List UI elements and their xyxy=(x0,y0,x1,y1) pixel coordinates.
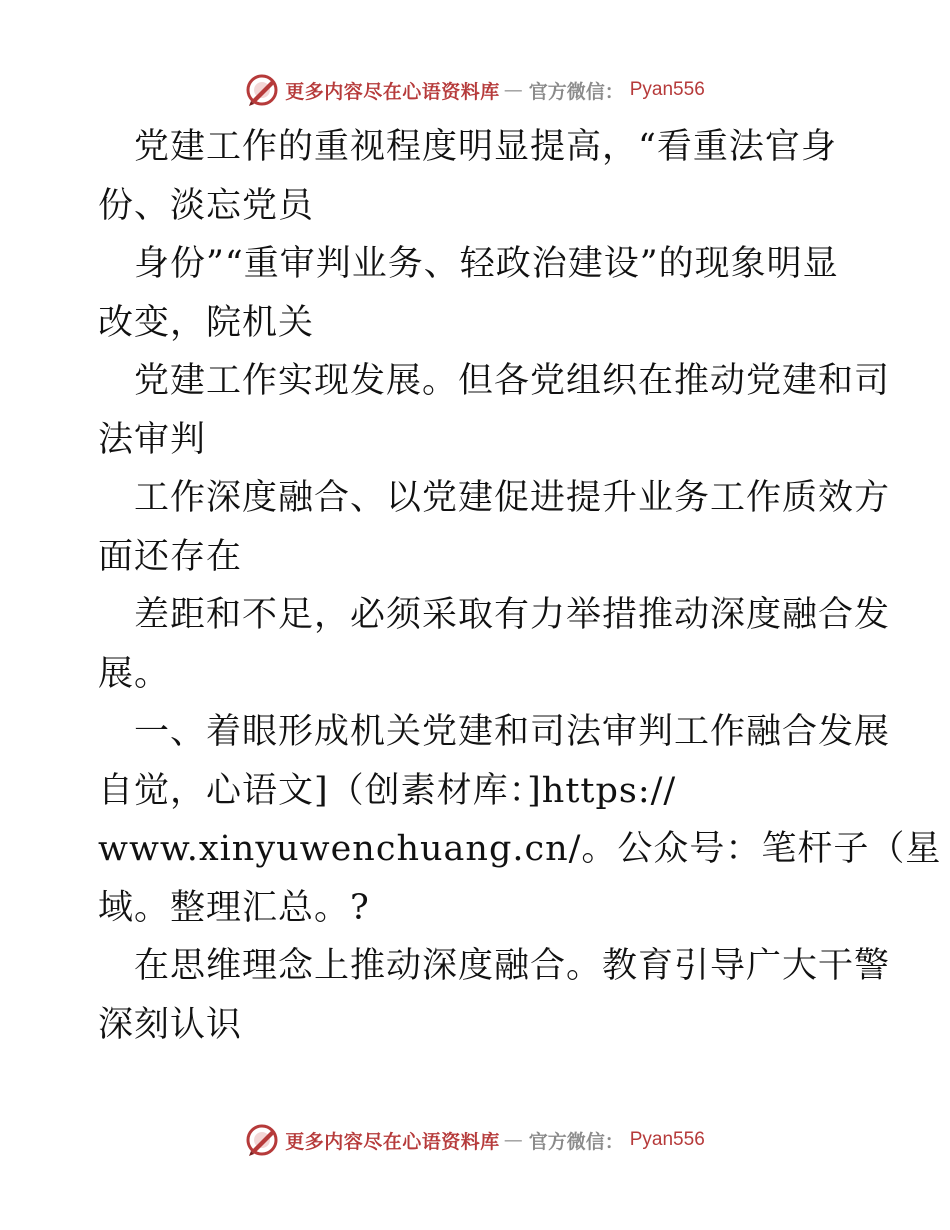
text-line: 份、淡忘党员 xyxy=(98,185,315,226)
watermark-brand-text: 更多内容尽在心语资料库 xyxy=(285,1130,500,1153)
text-line: 工作深度融合、以党建促进提升业务工作质效方 xyxy=(134,478,891,518)
text-line: 深刻认识 xyxy=(98,1004,243,1045)
footer-watermark xyxy=(0,1120,950,1160)
pen-logo-icon xyxy=(245,1123,279,1157)
text-line: 域。整理汇总。? xyxy=(98,887,370,928)
text-line: 展。 xyxy=(98,653,171,694)
text-line: 党建工作的重视程度明显提高，“看重法官身 xyxy=(134,127,837,167)
document-body xyxy=(98,118,942,1054)
text-line: 法审判 xyxy=(98,419,207,460)
watermark-wechat-label: 官方微信： xyxy=(528,1130,624,1153)
watermark-brand-text: 更多内容尽在心语资料库 xyxy=(285,80,500,103)
pen-logo-icon xyxy=(245,73,279,107)
text-line: 自觉，心语文]（创素材库：]https:// xyxy=(98,770,677,811)
watermark-dash: — xyxy=(503,79,523,101)
watermark-wechat-id: Pyan556 xyxy=(629,79,705,100)
text-line: 改变，院机关 xyxy=(98,302,315,343)
text-line: 一、着眼形成机关党建和司法审判工作融合发展 xyxy=(134,712,891,752)
text-line: 身份”“重审判业务、轻政治建设”的现象明显 xyxy=(134,244,839,284)
text-line: 在思维理念上推动深度融合。教育引导广大干警 xyxy=(134,946,891,986)
text-line: 面还存在 xyxy=(98,536,243,577)
text-line: 差距和不足，必须采取有力举措推动深度融合发 xyxy=(134,595,891,635)
text-line: 党建工作实现发展。但各党组织在推动党建和司 xyxy=(134,361,891,401)
header-watermark xyxy=(0,70,950,110)
text-line: www.xinyuwenchuang.cn/。公众号：笔杆子（星 xyxy=(98,829,942,869)
watermark-wechat-label: 官方微信： xyxy=(528,80,624,103)
watermark-wechat-id: Pyan556 xyxy=(629,1129,705,1150)
watermark-dash: — xyxy=(503,1129,523,1151)
